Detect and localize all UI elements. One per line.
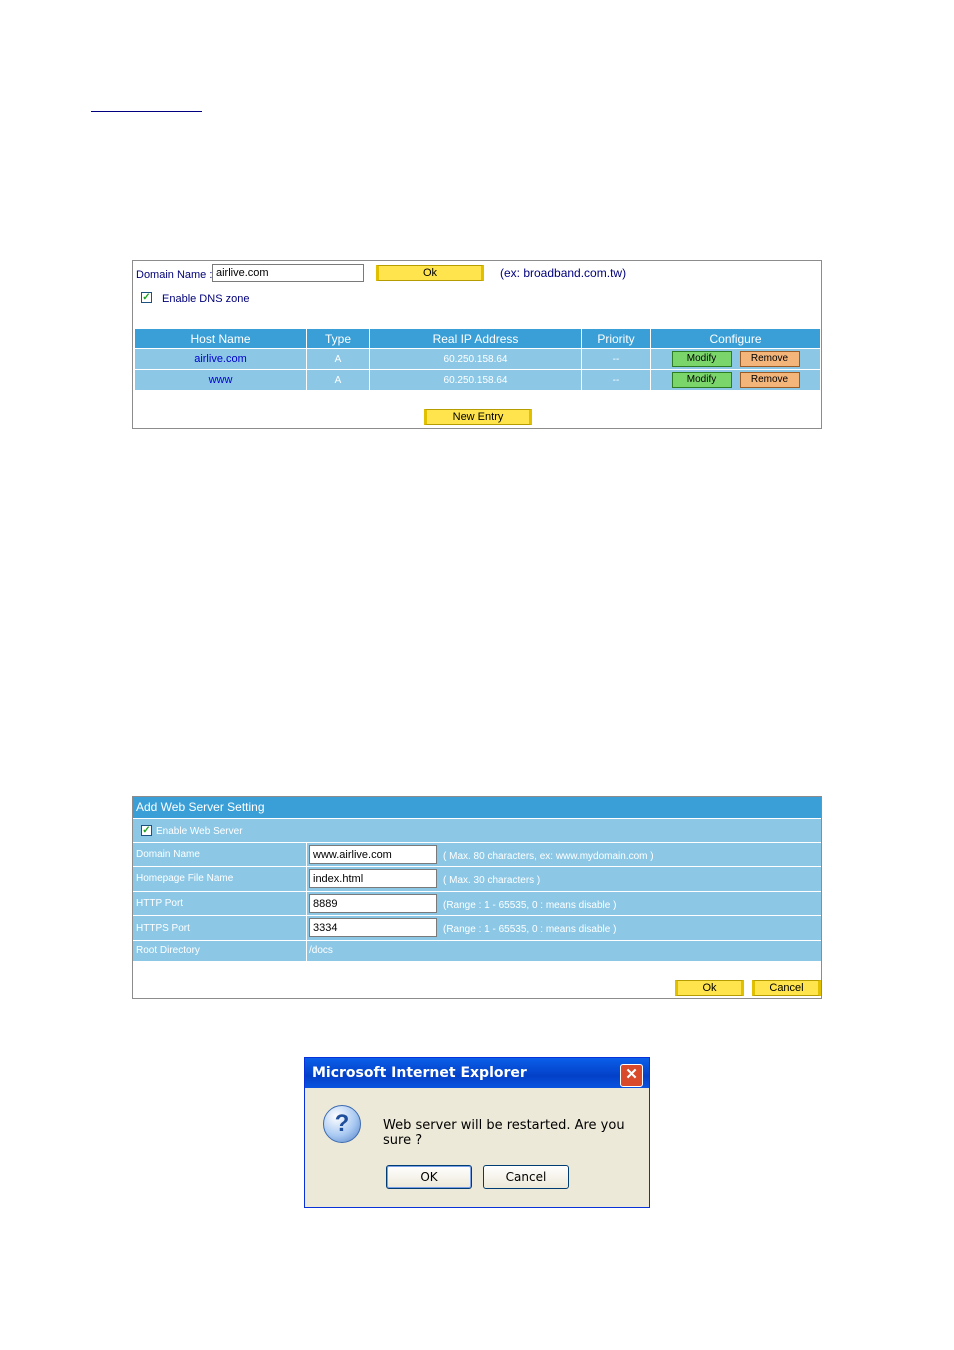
question-icon: ? [323,1105,361,1143]
https-port-row [133,915,821,940]
homepage-row [133,866,821,891]
domain-name-label: Domain Name : [136,269,213,281]
remove-button[interactable]: Remove [740,351,800,367]
dialog-titlebar [305,1058,649,1088]
dialog-ok-button[interactable]: OK [386,1165,472,1189]
ws-cancel-button[interactable]: Cancel [752,980,821,996]
root-directory-row [133,940,821,961]
dns-zone-panel [132,260,822,429]
col-host-name: Host Name [135,329,307,349]
https-port-label: HTTPS Port [136,923,190,934]
root-directory-value: /docs [309,945,333,956]
configure-cell [651,370,821,391]
host-name-cell[interactable]: airlive.com [135,349,307,370]
homepage-label: Homepage File Name [136,873,234,884]
col-configure: Configure [651,329,821,349]
enable-web-server-checkbox[interactable]: ✓ [142,825,151,836]
enable-dns-zone-label: Enable DNS zone [162,293,250,305]
web-server-title: Add Web Server Setting [133,797,821,818]
new-entry-button[interactable]: New Entry [424,409,532,425]
type-cell: A [307,370,370,391]
modify-button[interactable]: Modify [672,372,732,388]
web-server-panel [132,796,822,999]
col-type: Type [307,329,370,349]
col-real-ip: Real IP Address [370,329,582,349]
http-port-row [133,891,821,915]
table-row [135,349,821,370]
remove-button[interactable]: Remove [740,372,800,388]
dialog-title: Microsoft Internet Explorer [312,1065,527,1081]
enable-dns-zone-checkbox[interactable]: ✓ [142,292,151,303]
domain-example: (ex: broadband.com.tw) [500,266,627,280]
ws-ok-button[interactable]: Ok [675,980,744,996]
http-port-input[interactable] [309,894,437,913]
configure-cell [651,349,821,370]
modify-button[interactable]: Modify [672,351,732,367]
priority-cell: -- [582,370,651,391]
priority-cell: -- [582,349,651,370]
ok-button[interactable]: Ok [376,265,484,281]
dialog-cancel-button[interactable]: Cancel [483,1165,569,1189]
ip-cell: 60.250.158.64 [370,349,582,370]
confirm-dialog [304,1057,650,1208]
homepage-hint: ( Max. 30 characters ) [443,875,541,886]
http-port-hint: (Range : 1 - 65535, 0 : means disable ) [443,900,617,911]
enable-web-server-label: Enable Web Server [156,826,243,837]
domain-name-row [133,842,821,866]
http-port-label: HTTP Port [136,898,184,909]
homepage-input[interactable] [309,869,437,888]
ws-domain-hint: ( Max. 80 characters, ex: www.mydomain.com ) [443,851,654,862]
domain-name-input[interactable] [212,264,364,282]
ws-domain-label: Domain Name [136,849,200,860]
ip-cell: 60.250.158.64 [370,370,582,391]
dialog-body [308,1088,646,1205]
enable-web-server-row [133,818,821,842]
top-rule [91,111,202,112]
https-port-hint: (Range : 1 - 65535, 0 : means disable ) [443,924,617,935]
dns-records-table [135,329,821,390]
https-port-input[interactable] [309,918,437,937]
dialog-message: Web server will be restarted. Are you sure ? [383,1118,625,1148]
root-directory-label: Root Directory [136,945,200,956]
col-priority: Priority [582,329,651,349]
host-name-cell[interactable]: www [135,370,307,391]
type-cell: A [307,349,370,370]
close-icon[interactable]: ✕ [620,1064,643,1087]
table-row [135,370,821,391]
ws-domain-input[interactable] [309,845,437,864]
